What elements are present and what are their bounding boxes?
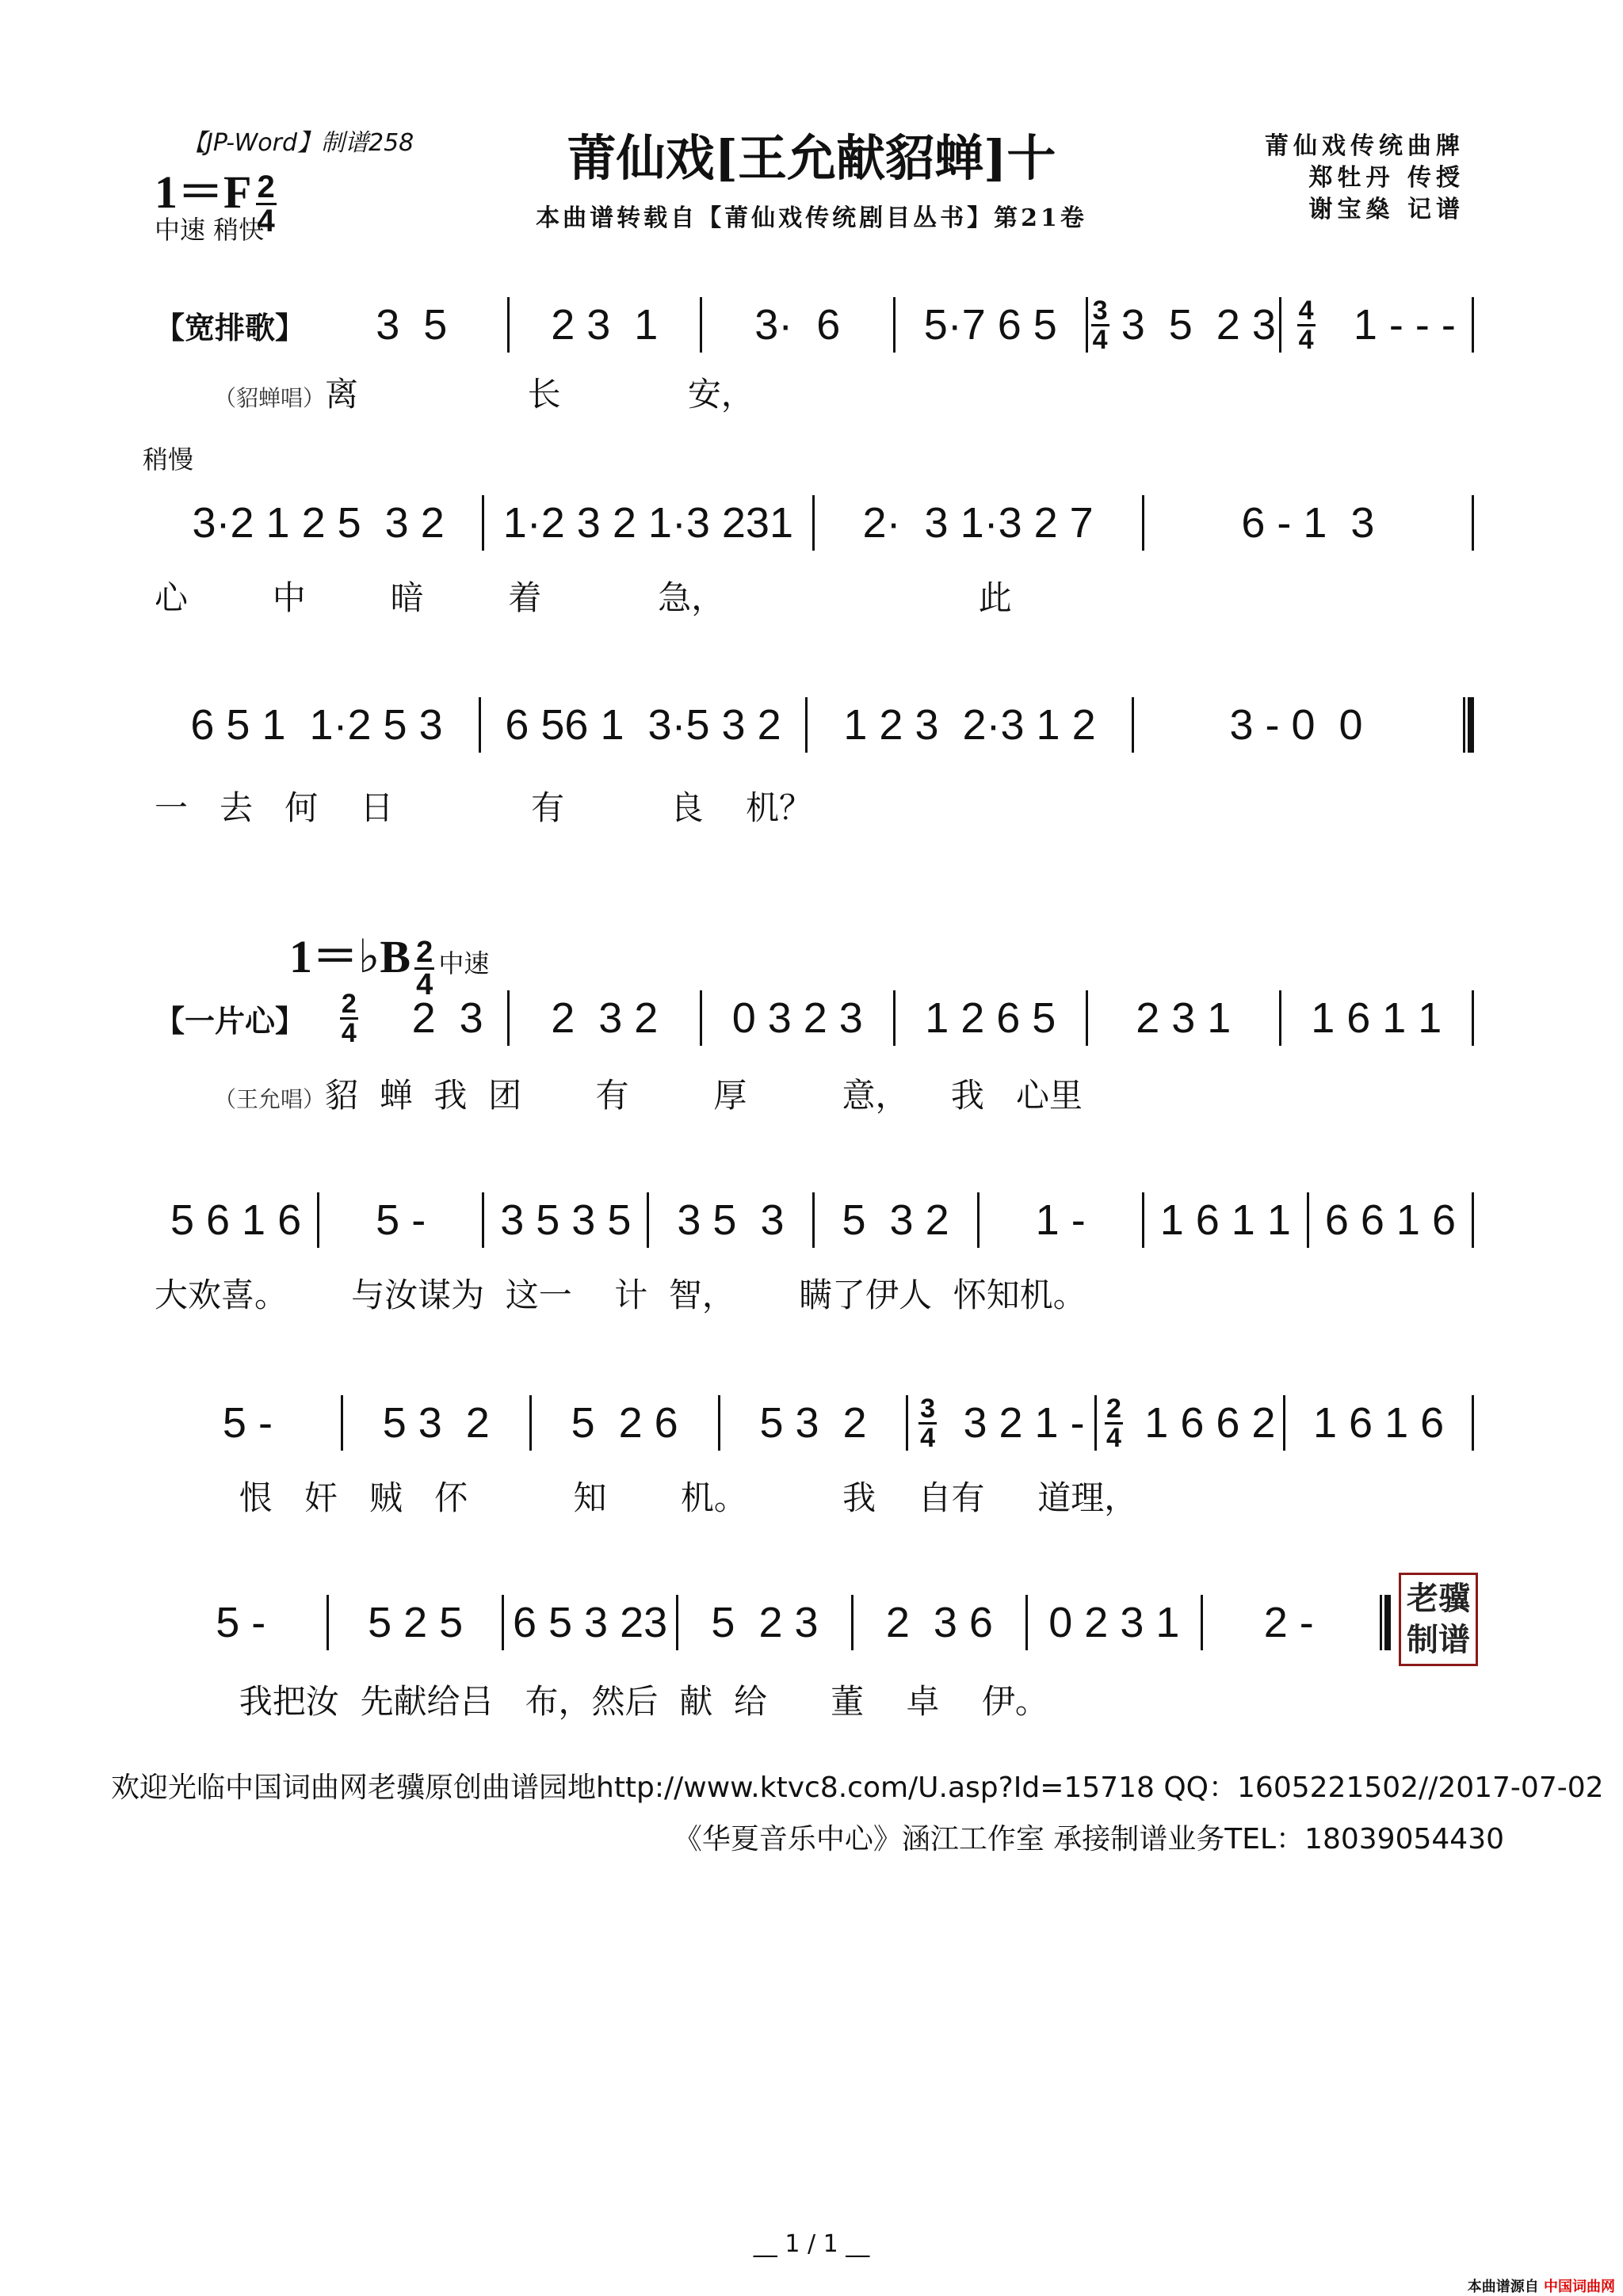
notes: 5 - [376, 1196, 426, 1244]
lyrics-line [155, 782, 1474, 830]
measure [1028, 1598, 1200, 1647]
score-line [155, 491, 1474, 555]
score-line [155, 1188, 1474, 1252]
barline [1472, 495, 1474, 551]
notes: 1 6 6 2 [1144, 1399, 1276, 1447]
measure [532, 1398, 718, 1447]
page-number: __ 1 / 1 __ [753, 2230, 870, 2258]
score-line [155, 293, 1474, 357]
notes: 2· 3 1·3 2 7 [862, 499, 1094, 547]
lyrics-text: 离 长 安， [325, 375, 754, 414]
lyrics-line [214, 368, 1533, 416]
measure [896, 300, 1086, 349]
notes: 5 - [222, 1399, 273, 1447]
measure [896, 994, 1086, 1043]
notes: 1 2 6 5 [925, 994, 1056, 1042]
singer-label: （貂蝉唱） [214, 385, 326, 411]
notes: 1 6 1 1 [1311, 994, 1442, 1042]
measure [815, 1196, 977, 1245]
notes: 2 3 [411, 994, 483, 1042]
measure [1203, 1598, 1375, 1647]
footer-line-2: 《华夏音乐中心》涵江工作室 承接制谱业务TEL：18039054430 [673, 1823, 1504, 1855]
barline [1472, 297, 1474, 353]
measure [484, 498, 812, 547]
measure [1281, 994, 1472, 1043]
notes: 3 5 [376, 301, 448, 349]
notes: 3·2 1 2 5 3 2 [192, 499, 445, 547]
measure [343, 1398, 529, 1447]
notes: 5 2 3 [711, 1599, 819, 1646]
score-line [155, 1591, 1391, 1654]
stamp-text: 制谱 [1407, 1622, 1470, 1658]
notes: 3 5 3 5 [500, 1196, 632, 1244]
watermark [1468, 2275, 1615, 2296]
lyrics-text: 一 去 何 日 有 良 机？ [155, 788, 812, 827]
page-title: 莆仙戏[王允献貂蝉]十 [567, 129, 1056, 187]
notes: 5 2 6 [571, 1399, 678, 1447]
tempo-label: 中速 稍快 [155, 215, 265, 245]
stamp-text: 老骥 [1407, 1581, 1470, 1617]
credit-line: 莆仙戏传统曲牌 [1265, 132, 1465, 160]
measure [702, 300, 893, 349]
notes: 3 5 3 [677, 1196, 785, 1244]
time-signature: $\frac{2}{4}$ [1106, 1393, 1121, 1453]
notes: 5 3 2 [759, 1399, 867, 1447]
notes: 6 5 1 1·2 5 3 [190, 701, 443, 749]
time-signature: $\frac{2}{4}$ [416, 936, 433, 1001]
lyrics-text: 心 中 暗 着 急， 此 [155, 578, 1012, 617]
notes: 0 2 3 1 [1048, 1599, 1180, 1646]
notes: 1·2 3 2 1·3 231 [502, 499, 794, 547]
notes: 1 2 3 2·3 1 2 [843, 701, 1096, 749]
measure [510, 994, 701, 1043]
measure [702, 994, 893, 1043]
measure [155, 498, 482, 547]
measure [155, 1398, 341, 1447]
notes: 3 - 0 0 [1229, 701, 1363, 749]
lyrics-text: 貂 蝉 我 团 有 厚 意， 我 心里 [325, 1076, 1083, 1115]
measure [155, 1196, 317, 1245]
measure [649, 1196, 812, 1245]
notes: 0 3 2 3 [731, 994, 863, 1042]
measure [854, 1598, 1025, 1647]
measure [1281, 297, 1472, 353]
lyrics-line [155, 1269, 1474, 1317]
measure [481, 700, 805, 749]
time-signature: $\frac{2}{4}$ [341, 988, 357, 1048]
notes: 2 3 6 [885, 1599, 993, 1646]
measure [808, 700, 1132, 749]
key-label: 1＝F [155, 166, 252, 218]
notes: 3· 6 [754, 301, 841, 349]
notes: 6 5 3 23 [512, 1599, 668, 1646]
measure [319, 1196, 482, 1245]
measure [316, 990, 507, 1047]
credit-line: 谢宝燊 记谱 [1308, 196, 1465, 223]
measure [329, 1598, 501, 1647]
notes: 5 3 2 [382, 1399, 490, 1447]
lyrics-text: 大欢喜。 与汝谋为 这一 计 智， 瞒了伊人 怀知机。 [155, 1276, 1086, 1314]
measure [155, 1598, 327, 1647]
lyrics-text: 恨 奸 贼 伓 知 机。 我 自有 道理， [155, 1478, 1138, 1517]
notes: 5 2 5 [368, 1599, 464, 1646]
lyrics-text: 我把汝 先献给吕 布，然后 献 给 董 卓 伊。 [155, 1682, 1048, 1721]
notes: 5 3 2 [842, 1196, 949, 1244]
score-line [155, 693, 1474, 757]
measure [815, 498, 1142, 547]
watermark-link: 中国词曲网 [1544, 2279, 1615, 2295]
measure [510, 300, 701, 349]
score-line [155, 986, 1474, 1050]
watermark-text: 本曲谱源自 [1467, 2279, 1539, 2295]
notes: 2 3 1 [1136, 994, 1232, 1042]
notes: 5 6 1 6 [170, 1196, 302, 1244]
final-barline [1463, 697, 1474, 753]
measure [908, 1395, 1094, 1451]
notes: 5 - [216, 1599, 266, 1646]
measure [155, 700, 479, 749]
measure [1134, 700, 1458, 749]
lyrics-line [155, 1472, 1474, 1520]
measure [1088, 994, 1279, 1043]
singer-label: （王允唱） [214, 1086, 326, 1112]
notes: 1 6 1 6 [1313, 1399, 1445, 1447]
notes: 1 6 1 1 [1159, 1196, 1291, 1244]
barline [1472, 1192, 1474, 1248]
measure [1097, 1395, 1283, 1451]
subtitle: 本曲谱转载自【莆仙戏传统剧目丛书】第21卷 [536, 204, 1087, 232]
notes: 2 3 2 [551, 994, 659, 1042]
notes: 1 - [1035, 1196, 1086, 1244]
barline [1472, 1395, 1474, 1451]
measure [1088, 297, 1279, 353]
notes: 3 5 2 3 [1121, 301, 1276, 349]
measure [1285, 1398, 1472, 1447]
measure [980, 1196, 1142, 1245]
software-label: 【JP-Word】制谱258 [182, 129, 414, 157]
measure [484, 1196, 647, 1245]
section-label: 【宽排歌】 [155, 310, 306, 345]
tempo-label: 中速 [438, 948, 490, 978]
notes: 6 - 1 3 [1241, 499, 1375, 547]
measure [1144, 498, 1472, 547]
credits [1265, 131, 1465, 226]
section-label: 【一片心】 [155, 1003, 306, 1039]
measure [504, 1598, 676, 1647]
notes: 2 3 1 [551, 301, 659, 349]
measure [678, 1598, 850, 1647]
key-label: 1＝♭B [289, 931, 411, 982]
time-signature: $\frac{4}{4}$ [1298, 295, 1314, 355]
notes: 6 6 1 6 [1324, 1196, 1456, 1244]
measure [1144, 1196, 1307, 1245]
credit-line: 郑牡丹 传授 [1308, 164, 1465, 192]
notes: 6 56 1 3·5 3 2 [505, 701, 781, 749]
notes: 2 - [1263, 1599, 1314, 1646]
measure [1309, 1196, 1472, 1245]
score-line [155, 1391, 1474, 1455]
notes: 3 2 1 - [963, 1399, 1085, 1447]
final-barline [1380, 1595, 1391, 1650]
lyrics-line [155, 572, 1474, 620]
notes: 1 - - - [1353, 301, 1456, 349]
tempo-mark: 稍慢 [143, 444, 194, 475]
measure [720, 1398, 907, 1447]
footer-line-1: 欢迎光临中国词曲网老骥原创曲谱园地http://www.ktvc8.com/U.asp?Id=15718 QQ：1605221502//2017-07-02 [111, 1772, 1604, 1804]
time-signature: $\frac{3}{4}$ [1092, 295, 1108, 355]
lyrics-line [214, 1070, 1533, 1117]
stamp [1399, 1573, 1478, 1666]
measure [316, 300, 507, 349]
lyrics-line [155, 1676, 1474, 1723]
time-signature: $\frac{3}{4}$ [920, 1393, 936, 1453]
notes: 5·7 6 5 [923, 301, 1057, 349]
time-signature: $\frac{2}{4}$ [257, 170, 275, 238]
barline [1472, 990, 1474, 1046]
